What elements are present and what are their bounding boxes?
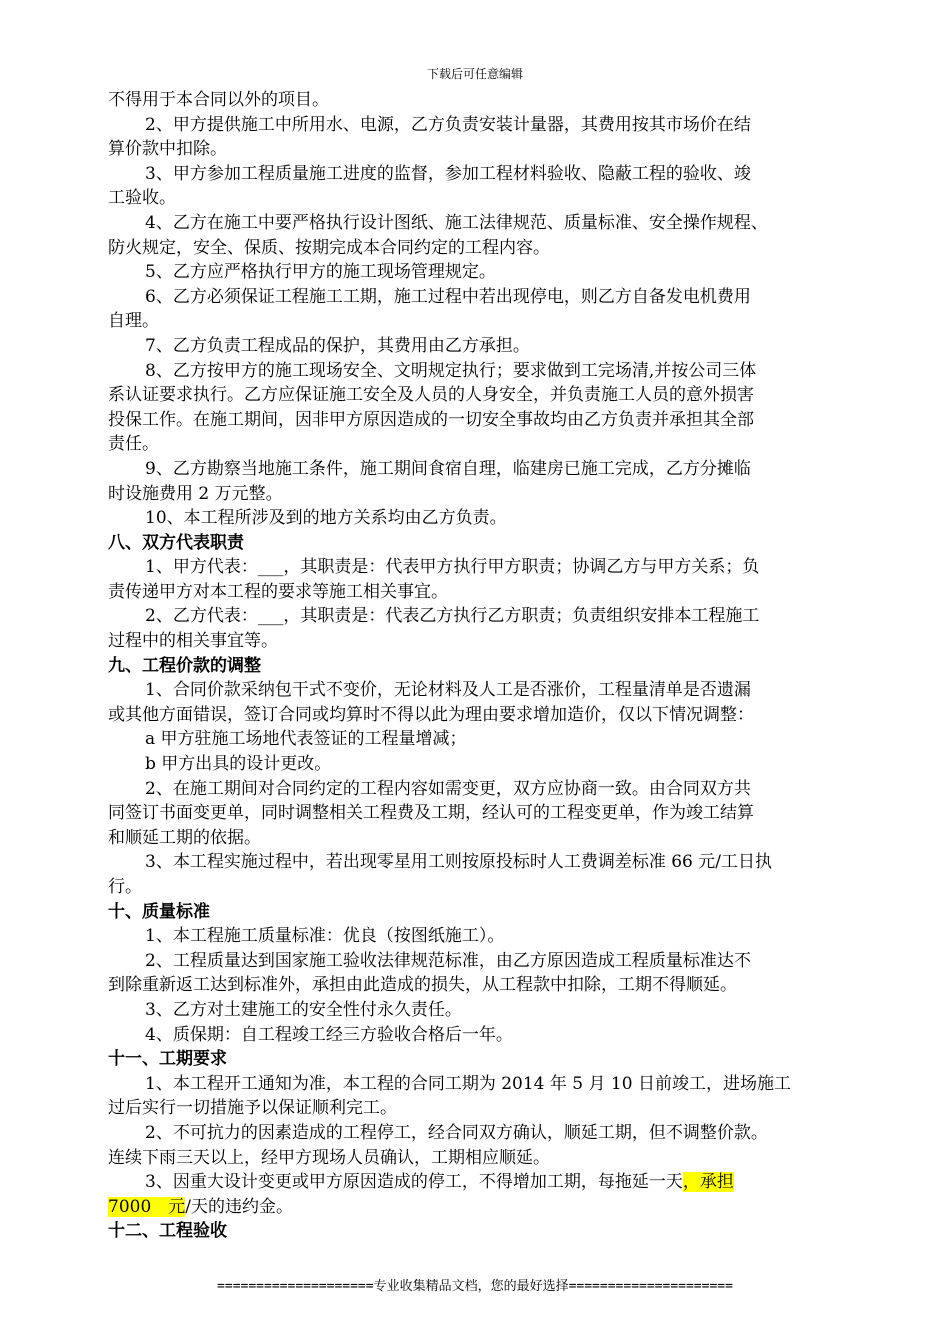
- text-line: 系认证要求执行。乙方应保证施工安全及人员的人身安全，并负责施工人员的意外损害: [108, 385, 754, 406]
- text-line: 不得用于本合同以外的项目。: [108, 90, 329, 110]
- text-line: 连续下雨三天以上，经甲方现场人员确认，工期相应顺延。: [108, 1147, 550, 1168]
- section-heading: 十、质量标准: [108, 901, 210, 922]
- section-heading: 九、工程价款的调整: [108, 655, 261, 676]
- clause-list: [108, 88, 844, 1170]
- text-line: 8、乙方按甲方的施工现场安全、文明规定执行；要求做到工完场清,并按公司三体: [145, 360, 757, 381]
- section-heading: 十一、工期要求: [108, 1049, 227, 1070]
- text-line: 过后实行一切措施予以保证顺利完工。: [108, 1098, 397, 1119]
- text-line: 5、乙方应严格执行甲方的施工现场管理规定。: [145, 262, 496, 283]
- text-line: 3、甲方参加工程质量施工进度的监督，参加工程材料验收、隐蔽工程的验收、竣: [145, 163, 751, 184]
- text-line: 工验收。: [108, 188, 176, 209]
- text-line: 4、质保期：自工程竣工经三方验收合格后一年。: [145, 1024, 513, 1045]
- text-line: 3、乙方对土建施工的安全性付永久责任。: [145, 999, 462, 1020]
- section-heading-acceptance: 十二、工程验收: [108, 1221, 227, 1242]
- text-line: 1、合同价款采纳包干式不变价，无论材料及人工是否涨价，工程量清单是否遗漏: [145, 680, 751, 701]
- page-footer: ====================专业收集精品文档，您的最好选择=====================: [217, 1279, 733, 1294]
- text-line: 自理。: [108, 311, 159, 332]
- text-line: 6、乙方必须保证工程施工工期，施工过程中若出现停电，则乙方自备发电机费用: [145, 286, 751, 307]
- text-line: 2、工程质量达到国家施工验收法律规范标准，由乙方原因造成工程质量标准达不: [145, 950, 751, 971]
- text-line: 2、在施工期间对合同约定的工程内容如需变更，双方应协商一致。由合同双方共: [145, 778, 751, 799]
- penalty-clause-line-2: [108, 1195, 844, 1220]
- text-line: 到除重新返工达到标准外，承担由此造成的损失，从工程款中扣除，工期不得顺延。: [108, 975, 737, 996]
- penalty-text: 3、因重大设计变更或甲方原因造成的停工，不得增加工期，每拖延一天: [145, 1172, 683, 1193]
- text-line: a 甲方驻施工场地代表签证的工程量增减；: [145, 729, 467, 750]
- text-line: 行。: [108, 877, 142, 897]
- text-line: 1、本工程开工通知为准，本工程的合同工期为 2014 年 5 月 10 日前竣工，进场施工: [145, 1073, 791, 1094]
- text-line: 3、本工程实施过程中，若出现零星用工则按原投标时人工费调差标准 66 元/工日执: [145, 852, 772, 873]
- text-line: 1、本工程施工质量标准：优良（按图纸施工）。: [145, 926, 505, 947]
- text-line: 防火规定，安全、保质、按期完成本合同约定的工程内容。: [108, 237, 550, 258]
- text-line: 责任。: [108, 434, 159, 455]
- document-body: [108, 88, 844, 1244]
- text-line: 7、乙方负责工程成品的保护，其费用由乙方承担。: [145, 335, 530, 356]
- penalty-text-end: /天的违约金。: [185, 1196, 293, 1217]
- text-line: 责传递甲方对本工程的要求等施工相关事宜。: [108, 581, 448, 602]
- section-heading: 八、双方代表职责: [108, 532, 244, 553]
- text-line: 投保工作。在施工期间，因非甲方原因造成的一切安全事故均由乙方负责并承担其全部: [108, 409, 754, 430]
- text-line: 同签订书面变更单，同时调整相关工程费及工期，经认可的工程变更单，作为竣工结算: [108, 803, 754, 824]
- text-line: 和顺延工期的依据。: [108, 827, 261, 848]
- text-line: 9、乙方勘察当地施工条件，施工期间食宿自理，临建房已施工完成，乙方分摊临: [145, 458, 751, 479]
- text-line: 4、乙方在施工中要严格执行设计图纸、施工法律规范、质量标准、安全操作规程、: [145, 212, 768, 233]
- text-line: 2、甲方提供施工中所用水、电源，乙方负责安装计量器，其费用按其市场价在结: [145, 114, 751, 135]
- text-line: b 甲方出具的设计更改。: [145, 754, 332, 775]
- penalty-amount-highlight: 7000 元: [108, 1196, 186, 1217]
- penalty-clause-line-1: [108, 1170, 844, 1195]
- penalty-highlight: ，承担: [682, 1172, 734, 1193]
- text-line: 10、本工程所涉及到的地方关系均由乙方负责。: [145, 508, 507, 529]
- text-line: 或其他方面错误，签订合同或均算时不得以此为理由要求增加造价，仅以下情况调整：: [108, 704, 754, 725]
- text-line: 1、甲方代表：___，其职责是：代表甲方执行甲方职责；协调乙方与甲方关系；负: [145, 557, 760, 578]
- text-line: 算价款中扣除。: [108, 139, 227, 160]
- text-line: 2、不可抗力的因素造成的工程停工，经合同双方确认，顺延工期，但不调整价款。: [145, 1122, 768, 1143]
- text-line: 时设施费用 2 万元整。: [108, 483, 283, 504]
- page-header: 下载后可任意编辑: [426, 67, 523, 81]
- text-line: 2、乙方代表：___，其职责是：代表乙方执行乙方职责；负责组织安排本工程施工: [145, 606, 760, 627]
- text-line: 过程中的相关事宜等。: [108, 631, 278, 652]
